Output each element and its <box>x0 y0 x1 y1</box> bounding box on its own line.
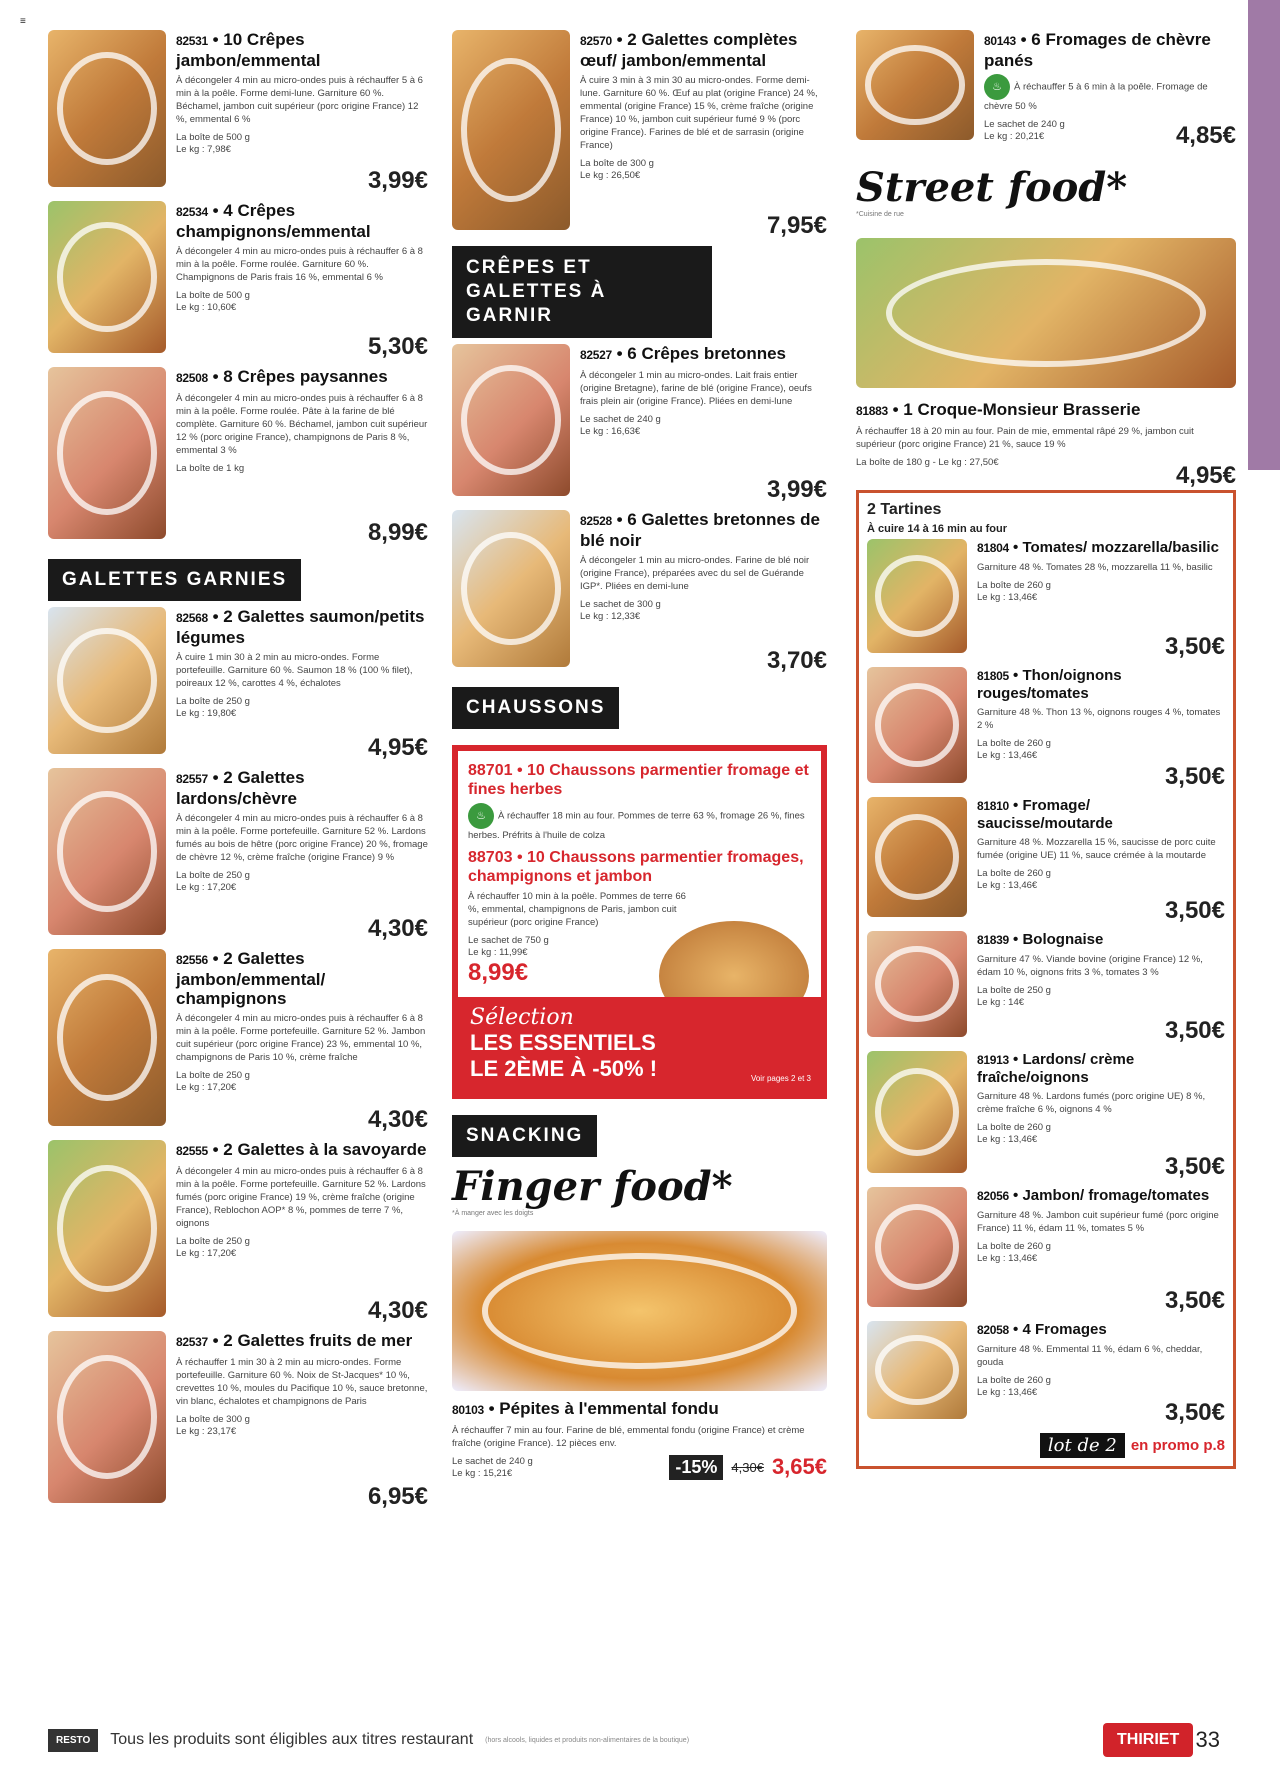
price-per-kg: Le kg : 13,46€ <box>977 592 1038 603</box>
product-82556[interactable] <box>48 949 428 1134</box>
pack-size: La boîte de 260 g <box>977 1122 1051 1133</box>
price-per-kg: Le kg : 20,21€ <box>984 131 1045 142</box>
product-photo <box>48 607 166 754</box>
product-photo <box>867 539 967 653</box>
pack-size: La boîte de 260 g <box>977 868 1051 879</box>
product-title: 81804 • Tomates/ mozzarella/basilic <box>977 539 1219 556</box>
product-desc: À réchauffer 7 min au four. Farine de blé, emmental fondu (origine France) et crème fraîche (origine France). 12 pièces env. <box>452 1425 805 1449</box>
section-chaussons: CHAUSSONS <box>452 687 619 729</box>
product-photo <box>48 768 166 935</box>
price-per-kg: Le kg : 15,21€ <box>452 1468 513 1479</box>
price-per-kg: Le kg : 13,46€ <box>977 1134 1038 1145</box>
product-desc: À décongeler 4 min au micro-ondes puis à réchauffer 6 à 8 min à la poêle. Forme portefeuille. Garniture 52 %. Lardons fumés (porc origine France) 19 %, crème fraîche (origine France), Reblochon AOP* 8 %, pommes de terre 7 %, oignons <box>176 1166 426 1229</box>
product-82568[interactable] <box>48 607 428 762</box>
product-photo <box>867 931 967 1037</box>
price-per-kg: Le kg : 23,17€ <box>176 1426 237 1437</box>
product-title: 81805 • Thon/oignons rouges/tomates <box>977 667 1122 702</box>
see-pages-link[interactable]: Voir pages 2 et 3 <box>750 1074 811 1083</box>
price-per-kg: Le kg : 13,46€ <box>977 750 1038 761</box>
price: 3,50€ <box>1164 763 1225 790</box>
pack-size: Le sachet de 240 g <box>452 1456 533 1467</box>
pack-size: La boîte de 260 g <box>977 580 1051 591</box>
old-price: 4,30€ <box>731 1459 764 1475</box>
footer-small: (hors alcools, liquides et produits non-alimentaires de la boutique) <box>485 1736 690 1744</box>
product-82508[interactable] <box>48 367 428 547</box>
product-title: 82058 • 4 Fromages <box>977 1321 1107 1338</box>
pack-size: Le sachet de 300 g <box>580 599 661 610</box>
pack-size: La boîte de 250 g <box>176 870 250 881</box>
pack-info: La boîte de 180 g - Le kg : 27,50€ <box>856 457 999 468</box>
footer <box>48 1720 1250 1760</box>
lot-badge: lot de 2 <box>1040 1433 1125 1458</box>
promo-desc-2: À réchauffer 10 min à la poêle. Pommes de terre 66 %, emmental, champignons de Paris, jambon cuit supérieur (porc origine France) <box>468 891 686 928</box>
product-82531[interactable] <box>48 30 428 195</box>
product-desc: À décongeler 4 min au micro-ondes puis à réchauffer 5 à 6 min à la poêle. Forme demi-lune. Garniture 60 %. Béchamel, jambon cuit supérieur (porc origine France) 12 %, emmental 6 % <box>176 75 423 125</box>
product-desc: Garniture 48 %. Lardons fumés (porc origine UE) 8 %, crème fraîche 6 %, oignons 4 % <box>977 1091 1206 1115</box>
pack-size: La boîte de 260 g <box>977 1241 1051 1252</box>
price: 3,50€ <box>1164 1399 1225 1426</box>
band-line-1: LES ESSENTIELS <box>470 1030 656 1055</box>
section-snacking: SNACKING <box>452 1115 597 1157</box>
footer-text: Tous les produits sont éligibles aux titres restaurant <box>110 1731 474 1748</box>
product-title: 81839 • Bolognaise <box>977 931 1104 948</box>
product-title: 82531 • 10 Crêpes jambon/emmental <box>176 30 321 70</box>
price: 3,50€ <box>1164 633 1225 660</box>
product-desc: À décongeler 4 min au micro-ondes puis à réchauffer 6 à 8 min à la poêle. Forme roulée. Garniture 60 %. Champignons de Paris frais 16 %, emmental 6 % <box>176 246 423 283</box>
pack-size: La boîte de 250 g <box>176 696 250 707</box>
discount-badge: -15% <box>669 1455 723 1480</box>
promo-code-2: 88703 <box>468 849 513 866</box>
pack-size: La boîte de 300 g <box>580 158 654 169</box>
pack-size: La boîte de 260 g <box>977 1375 1051 1386</box>
product-81839[interactable] <box>867 931 1225 1045</box>
price-per-kg: Le kg : 7,98€ <box>176 144 231 155</box>
product-82058[interactable] <box>867 1321 1225 1427</box>
pack-size: Le sachet de 750 g <box>468 935 549 946</box>
product-desc: À décongeler 4 min au micro-ondes puis à réchauffer 6 à 8 min à la poêle. Forme roulée. Pâte à la farine de blé complète. Garniture 60 %. Béchamel, jambon cuit supérieur 12 % (porc origine France), champignons de Paris 8 %, emmental 3 % <box>176 393 428 456</box>
price: 4,95€ <box>367 734 428 761</box>
product-photo <box>867 797 967 917</box>
product-title: 82527 • 6 Crêpes bretonnes <box>580 344 787 363</box>
price-per-kg: Le kg : 12,33€ <box>580 611 641 622</box>
resto-logo: RESTO <box>48 1729 98 1752</box>
pack-size: La boîte de 260 g <box>977 738 1051 749</box>
product-photo <box>452 510 570 667</box>
pack-size: La boîte de 300 g <box>176 1414 250 1425</box>
product-82537[interactable] <box>48 1331 428 1511</box>
pan-icon: ♨ <box>984 74 1010 100</box>
street-food-title: Street food* <box>856 164 1128 211</box>
product-80143[interactable] <box>856 30 1236 150</box>
price: 3,65€ <box>771 1454 827 1479</box>
price: 8,99€ <box>367 519 428 546</box>
product-desc: À décongeler 1 min au micro-ondes. Lait frais entier (origine Bretagne), farine de blé (origine France), oeufs frais plein air (origine France). Pliées en demi-lune <box>580 370 812 407</box>
product-title: 80103 • Pépites à l'emmental fondu <box>452 1399 719 1418</box>
promo-title-1: 10 Chaussons parmentier fromage et fines herbes <box>468 762 809 798</box>
product-82528[interactable] <box>452 510 827 675</box>
pack-size: La boîte de 500 g <box>176 132 250 143</box>
price-per-kg: Le kg : 17,20€ <box>176 1082 237 1093</box>
column-1 <box>48 30 428 1517</box>
product-81805[interactable] <box>867 667 1225 791</box>
product-title: 82568 • 2 Galettes saumon/petits légumes <box>176 607 425 647</box>
price-per-kg: Le kg : 13,46€ <box>977 1387 1038 1398</box>
price: 3,50€ <box>1164 1153 1225 1180</box>
finger-food-title: Finger food* <box>452 1163 733 1210</box>
product-title: 82570 • 2 Galettes complètes œuf/ jambon/emmental <box>580 30 798 70</box>
price: 3,50€ <box>1164 1017 1225 1044</box>
product-photo <box>867 1321 967 1419</box>
product-80103[interactable] <box>452 1399 827 1480</box>
product-82527[interactable] <box>452 344 827 504</box>
corner-mark: ≡ <box>20 16 26 27</box>
tartines-cook: À cuire 14 à 16 min au four <box>867 523 1007 535</box>
price: 3,50€ <box>1164 1287 1225 1314</box>
product-82056[interactable] <box>867 1187 1225 1315</box>
product-81883[interactable] <box>856 400 1236 490</box>
product-desc: À cuire 3 min à 3 min 30 au micro-ondes. Forme demi-lune. Garniture 60 %. Œuf au plat (origine France) 24 %, emmental (origine France) 15 %, crème fraîche (origine France) 10 %, jambon cuit supérieur fumé 9 % (porc origine France). Farines de blé et de sarrasin (origine France) <box>580 75 818 151</box>
lot-promo-link[interactable]: en promo p.8 <box>1130 1437 1225 1454</box>
product-photo <box>48 30 166 187</box>
product-photo <box>48 1331 166 1503</box>
pack-size: La boîte de 250 g <box>176 1070 250 1081</box>
tartines-title: 2 Tartines <box>867 501 942 518</box>
product-photo <box>867 1187 967 1307</box>
price: 4,30€ <box>367 1297 428 1324</box>
price: 7,95€ <box>766 212 827 239</box>
product-desc: À réchauffer 18 à 20 min au four. Pain de mie, emmental râpé 29 %, jambon cuit supérieur (porc origine France) 21 %, sauce 19 % <box>856 426 1194 450</box>
product-desc: Garniture 48 %. Jambon cuit supérieur fumé (porc origine France) 11 %, édam 11 %, tomates 5 % <box>977 1210 1219 1234</box>
product-title: 81810 • Fromage/ saucisse/moutarde <box>977 797 1113 832</box>
price-per-kg: Le kg : 17,20€ <box>176 1248 237 1259</box>
product-title: 82537 • 2 Galettes fruits de mer <box>176 1331 413 1350</box>
product-desc: À décongeler 1 min au micro-ondes. Farine de blé noir (origine France), préparées avec du sel de Guérande IGP*. Pliées en demi-lune <box>580 555 810 592</box>
column-3 <box>856 30 1236 1469</box>
product-photo <box>867 667 967 783</box>
product-title: 80143 • 6 Fromages de chèvre panés <box>984 30 1211 70</box>
price: 3,99€ <box>367 167 428 194</box>
product-title: 81913 • Lardons/ crème fraîche/oignons <box>977 1051 1135 1086</box>
price: 5,30€ <box>367 333 428 360</box>
product-photo <box>48 949 166 1126</box>
product-title: 82556 • 2 Galettes jambon/emmental/ champignons <box>176 949 326 1008</box>
price: 4,85€ <box>1175 122 1236 149</box>
price-per-kg: Le kg : 11,99€ <box>468 947 528 958</box>
price-per-kg: Le kg : 16,63€ <box>580 426 641 437</box>
price: 6,95€ <box>367 1483 428 1510</box>
product-82534[interactable] <box>48 201 428 361</box>
product-desc: À réchauffer 5 à 6 min à la poêle. Fromage de chèvre 50 % <box>984 81 1208 112</box>
pack-size: Le sachet de 240 g <box>984 119 1065 130</box>
product-81804[interactable] <box>867 539 1225 661</box>
oven-icon: ♨ <box>468 803 494 829</box>
product-title: 82534 • 4 Crêpes champignons/emmental <box>176 201 371 241</box>
promo-band <box>458 997 821 1093</box>
price: 4,30€ <box>367 1106 428 1133</box>
product-photo <box>856 30 974 140</box>
page-number: 33 <box>1195 1727 1220 1752</box>
product-81810[interactable] <box>867 797 1225 925</box>
promo-title-2: 10 Chaussons parmentier fromages, champignons et jambon <box>468 849 804 885</box>
product-desc: À décongeler 4 min au micro-ondes puis à réchauffer 6 à 8 min à la poêle. Forme portefeuille. Garniture 52 %. Lardons fumés au bois de hêtre (porc origine France) 20 %, fromage de chèvre 12 %, crème fraîche (origine France) 9 % <box>176 813 428 863</box>
product-photo <box>48 201 166 353</box>
product-title: 82557 • 2 Galettes lardons/chèvre <box>176 768 305 808</box>
price: 3,99€ <box>766 476 827 503</box>
product-desc: Garniture 48 %. Thon 13 %, oignons rouges 4 %, tomates 2 % <box>977 707 1221 731</box>
pack-size: La boîte de 500 g <box>176 290 250 301</box>
promo-price: 8,99€ <box>468 959 529 986</box>
croque-photo <box>856 238 1236 388</box>
pack-size: La boîte de 1 kg <box>176 463 245 474</box>
product-82557[interactable] <box>48 768 428 943</box>
product-photo <box>452 344 570 496</box>
product-title: 82528 • 6 Galettes bretonnes de blé noir <box>580 510 821 550</box>
product-photo <box>48 367 166 539</box>
price-per-kg: Le kg : 17,20€ <box>176 882 237 893</box>
street-food-sub: *Cuisine de rue <box>856 211 904 218</box>
side-tab <box>1248 0 1280 470</box>
price-per-kg: Le kg : 19,80€ <box>176 708 237 719</box>
finger-food-sub: *À manger avec les doigts <box>452 1210 534 1217</box>
product-photo <box>48 1140 166 1317</box>
section-crepes-a-garnir: CRÊPES ET GALETTES À GARNIR <box>452 246 712 338</box>
price: 4,30€ <box>367 915 428 942</box>
product-81913[interactable] <box>867 1051 1225 1181</box>
price-per-kg: Le kg : 14€ <box>977 997 1025 1008</box>
product-82555[interactable] <box>48 1140 428 1325</box>
promo-chaussons[interactable]: 88701 • 10 Chaussons parmentier fromage et fines herbes ♨ À réchauffer 18 min au four. Pommes de terre 63 %, fromage 26 %, fines herbes. Préfrits à l'huile de colza 88703 • 10 Chaussons parmentier fromages, champignons et jambon À réchauffer 10 min à la poêle. Pommes de terre 66 %, emmental, champignons de Paris, jambon cuit supérieur (porc origine France) Le sachet de 750 g Le kg : 11,99€ 8,99€ Sélection LES ESSENTIELS LE 2ÈME À -50% ! Voir pages 2 et 3 <box>452 745 827 1099</box>
pepites-photo <box>452 1231 827 1391</box>
product-title: 82555 • 2 Galettes à la savoyarde <box>176 1140 427 1159</box>
product-desc: À réchauffer 1 min 30 à 2 min au micro-ondes. Forme portefeuille. Garniture 60 %. Noix de St-Jacques* 10 %, crevettes 10 %, moules du Pacifique 10 %, sauce bretonne, vin blanc, échalotes et champignons de Paris <box>176 1357 428 1407</box>
product-desc: À cuire 1 min 30 à 2 min au micro-ondes. Forme portefeuille. Garniture 60 %. Saumon 18 % (100 % filet), poireaux 12 %, carottes 4 %, échalotes <box>176 652 413 689</box>
band-line-2: LE 2ÈME À -50% ! <box>470 1056 658 1081</box>
tartines-box <box>856 490 1236 1469</box>
section-galettes-garnies: GALETTES GARNIES <box>48 559 301 601</box>
pack-size: La boîte de 250 g <box>176 1236 250 1247</box>
column-2 <box>452 30 827 1480</box>
selection-label: Sélection <box>470 1005 574 1030</box>
price: 3,70€ <box>766 647 827 674</box>
product-desc: Garniture 48 %. Tomates 28 %, mozzarella 11 %, basilic <box>977 562 1213 573</box>
price: 4,95€ <box>1175 462 1236 489</box>
price-per-kg: Le kg : 13,46€ <box>977 1253 1038 1264</box>
promo-code-1: 88701 <box>468 762 513 779</box>
pack-size: Le sachet de 240 g <box>580 414 661 425</box>
price-per-kg: Le kg : 26,50€ <box>580 170 641 181</box>
product-title: 82056 • Jambon/ fromage/tomates <box>977 1187 1210 1204</box>
product-photo <box>867 1051 967 1173</box>
product-title: 82508 • 8 Crêpes paysannes <box>176 367 388 386</box>
product-desc: À décongeler 4 min au micro-ondes puis à réchauffer 6 à 8 min à la poêle. Forme portefeuille. Garniture 52 %. Jambon cuit supérieur (porc origine France) 23 %, emmental 10 %, champignons de Paris 10 %, crème fraîche <box>176 1013 426 1063</box>
product-desc: Garniture 48 %. Mozzarella 15 %, saucisse de porc cuite fumée (origine UE) 11 %, sauce crémée à la moutarde <box>977 837 1216 861</box>
price: 3,50€ <box>1164 897 1225 924</box>
price-per-kg: Le kg : 10,60€ <box>176 302 237 313</box>
product-desc: Garniture 47 %. Viande bovine (origine France) 12 %, édam 10 %, oignons frits 3 %, tomates 3 % <box>977 954 1203 978</box>
price-per-kg: Le kg : 13,46€ <box>977 880 1038 891</box>
thiriet-logo: THIRIET <box>1103 1723 1193 1757</box>
product-title: 81883 • 1 Croque-Monsieur Brasserie <box>856 400 1141 419</box>
promo-desc-1: À réchauffer 18 min au four. Pommes de terre 63 %, fromage 26 %, fines herbes. Préfrits à l'huile de colza <box>468 810 805 841</box>
product-82570[interactable] <box>452 30 827 240</box>
product-desc: Garniture 48 %. Emmental 11 %, édam 6 %, cheddar, gouda <box>977 1344 1203 1368</box>
product-photo <box>452 30 570 230</box>
pack-size: La boîte de 250 g <box>977 985 1051 996</box>
